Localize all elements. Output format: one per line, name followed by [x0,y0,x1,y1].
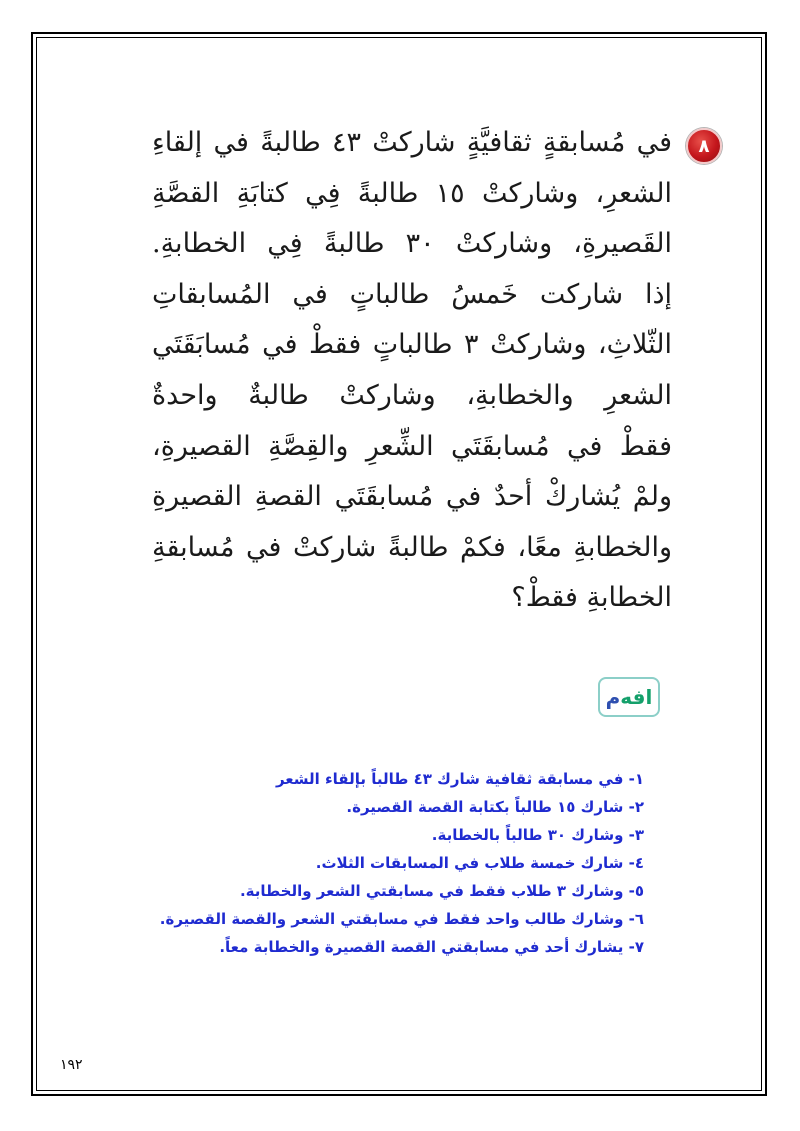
problem-line: الشعرِ، وشاركتْ ١٥ طالبةً فِي كتابَةِ القصَّةِ [152,177,672,209]
problem-line: في مُسابقةٍ ثقافيَّةٍ شاركتْ ٤٣ طالبةً في إلقاءِ [152,127,672,158]
problem-line: إذا شاركت خَمسُ طالباتٍ في المُسابقاتِ [152,278,672,310]
afham-label-part1: افه [620,685,653,709]
problem-line: الشعرِ والخطابةِ، وشاركتْ طالبةٌ واحدةٌ [152,379,672,411]
step-item: ٣- وشارك ٣٠ طالباً بالخطابة. [431,826,644,844]
step-item: ٥- وشارك ٣ طلاب فقط في مسابقتي الشعر والخطابة. [239,882,644,900]
problem-number-badge: ٨ [686,128,722,164]
problem-line: القَصيرةِ، وشاركتْ ٣٠ طالبةً فِي الخطابةِ. [152,228,672,260]
understanding-steps-list [160,765,644,961]
afham-label [598,677,660,717]
problem-line: فقطْ في مُسابقَتَي الشِّعرِ والقِصَّةِ القصيرةِ، [152,430,672,462]
step-item: ٧- يشارك أحد في مسابقتي القصة القصيرة والخطابة معاً. [219,938,644,956]
step-item: ٦- وشارك طالب واحد فقط في مسابقتي الشعر والقصة القصيرة. [159,910,644,928]
step-item: ٢- شارك ١٥ طالباً بكتابة القصة القصيرة. [346,798,644,816]
problem-line: ولمْ يُشاركْ أحدٌ في مُسابقَتَي القصةِ القصيرةِ [152,481,672,513]
problem-text [152,118,672,624]
afham-label-part2: م [605,685,621,709]
step-item: ٤- شارك خمسة طلاب في المسابقات الثلاث. [315,854,644,872]
page-number: ١٩٢ [60,1057,83,1073]
problem-line: الثّلاثِ، وشاركتْ ٣ طالباتٍ فقطْ في مُسابَقَتَي [152,329,672,361]
problem-line: الخطابةِ فقطْ؟ [511,582,672,614]
problem-line: والخطابةِ معًا، فكمْ طالبةً شاركتْ في مُسابقةِ [152,531,672,563]
step-item: ١- في مسابقة ثقافية شارك ٤٣ طالباً بإلقاء الشعر [275,770,644,788]
